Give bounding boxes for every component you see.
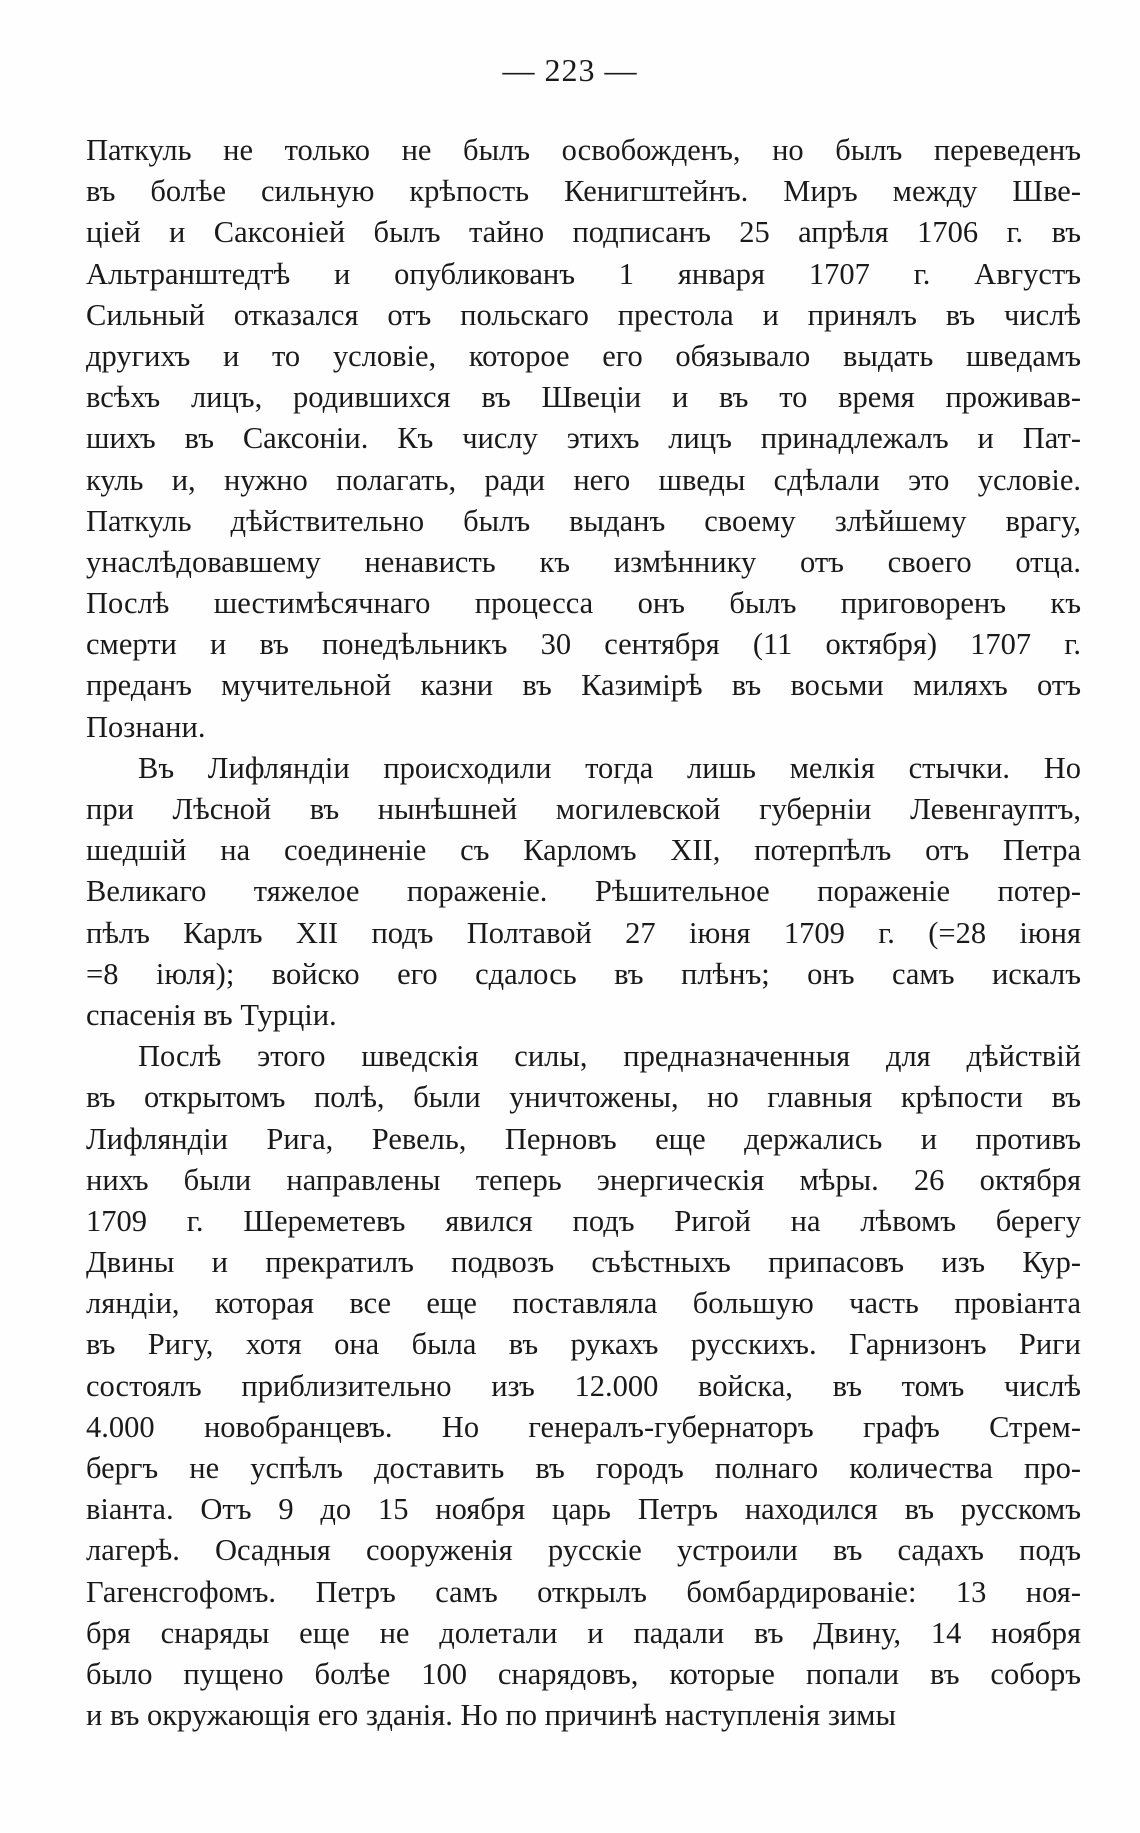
- text-line: шихъ въ Саксоніи. Къ числу этихъ лицъ принадлежалъ и Пат-: [86, 421, 1081, 456]
- text-line: бергъ не успѣлъ доставить въ городъ полнаго количества про-: [86, 1451, 1081, 1485]
- text-line: 1709 г. Шереметевъ явился подъ Ригой на лѣвомъ берегу: [86, 1203, 1081, 1238]
- text-line: въ открытомъ полѣ, были уничтожены, но главныя крѣпости въ: [86, 1080, 1081, 1115]
- paragraph: [86, 130, 1081, 748]
- text-line: віанта. Отъ 9 до 15 ноября царь Петръ находился въ русскомъ: [86, 1492, 1081, 1527]
- text-line: и въ окружающія его зданія. Но по причинѣ наступленія зимы: [86, 1698, 896, 1733]
- paragraph: [86, 748, 1081, 1036]
- text-line: Въ Лифляндіи происходили тогда лишь мелкія стычки. Но: [138, 750, 1081, 785]
- text-line: бря снаряды еще не долетали и падали въ Двину, 14 ноября: [86, 1615, 1081, 1650]
- text-line: Альтранштедтѣ и опубликованъ 1 января 1707 г. Августъ: [86, 256, 1081, 291]
- text-line: преданъ мучительной казни въ Казимірѣ въ восьми миляхъ отъ: [86, 668, 1081, 703]
- text-line: всѣхъ лицъ, родившихся въ Швеціи и въ то время проживав-: [86, 380, 1081, 415]
- text-line: было пущено болѣе 100 снарядовъ, которые попали въ соборъ: [86, 1656, 1081, 1691]
- text-line: Лифляндіи Рига, Ревель, Перновъ еще держались и противъ: [86, 1121, 1081, 1156]
- text-line: Паткуль не только не былъ освобожденъ, но былъ переведенъ: [86, 133, 1081, 167]
- text-line: унаслѣдовавшему ненависть къ измѣннику отъ своего отца.: [86, 544, 1081, 579]
- text-line: въ болѣе сильную крѣпость Кенигштейнъ. Миръ между Шве-: [86, 174, 1081, 209]
- text-line: 4.000 новобранцевъ. Но генералъ-губернаторъ графъ Стрем-: [86, 1409, 1081, 1444]
- text-line: Великаго тяжелое пораженіе. Рѣшительное пораженіе потер-: [86, 874, 1081, 909]
- text-line: состоялъ приблизительно изъ 12.000 войска, въ томъ числѣ: [86, 1368, 1081, 1403]
- text-line: Познани.: [86, 709, 206, 744]
- page-number: — 223 —: [502, 52, 638, 88]
- text-line: въ Ригу, хотя она была въ рукахъ русскихъ. Гарнизонъ Риги: [86, 1327, 1081, 1362]
- text-line: при Лѣсной въ нынѣшней могилевской губерніи Левенгауптъ,: [86, 792, 1081, 826]
- text-line: Послѣ шестимѣсячнаго процесса онъ былъ приговоренъ къ: [86, 586, 1081, 621]
- text-line: шедшій на соединеніе съ Карломъ XII, потерпѣлъ отъ Петра: [86, 833, 1081, 868]
- text-line: пѣлъ Карлъ XII подъ Полтавой 27 іюня 1709 г. (=28 іюня: [86, 915, 1081, 950]
- text-line: Послѣ этого шведскія силы, предназначенныя для дѣйствій: [138, 1039, 1081, 1074]
- text-line: =8 іюля); войско его сдалось въ плѣнъ; онъ самъ искалъ: [86, 956, 1081, 991]
- text-line: лагерѣ. Осадныя сооруженія русскіе устроили въ садахъ подъ: [86, 1533, 1081, 1568]
- text-line: смерти и въ понедѣльникъ 30 сентября (11 октября) 1707 г.: [86, 627, 1081, 662]
- text-line: Гагенсгофомъ. Петръ самъ открылъ бомбардированіе: 13 ноя-: [86, 1574, 1081, 1609]
- text-line: другихъ и то условіе, которое его обязывало выдать шведамъ: [86, 338, 1081, 373]
- text-line: ціей и Саксоніей былъ тайно подписанъ 25 апрѣля 1706 г. въ: [86, 215, 1081, 250]
- text-line: Сильный отказался отъ польскаго престола и принялъ въ числѣ: [86, 297, 1081, 332]
- text-line: спасенія въ Турціи.: [86, 997, 337, 1032]
- text-line: куль и, нужно полагать, ради него шведы сдѣлали это условіе.: [86, 462, 1081, 497]
- text-line: нихъ были направлены теперь энергическія мѣры. 26 октября: [86, 1162, 1081, 1197]
- text-line: Паткуль дѣйствительно былъ выданъ своему злѣйшему врагу,: [86, 503, 1081, 538]
- body-text: [86, 130, 1081, 1736]
- text-line: Двины и прекратилъ подвозъ съѣстныхъ припасовъ изъ Кур-: [86, 1245, 1081, 1280]
- text-line: ляндіи, которая все еще поставляла большую часть провіанта: [86, 1286, 1081, 1321]
- paragraph: [86, 1036, 1081, 1736]
